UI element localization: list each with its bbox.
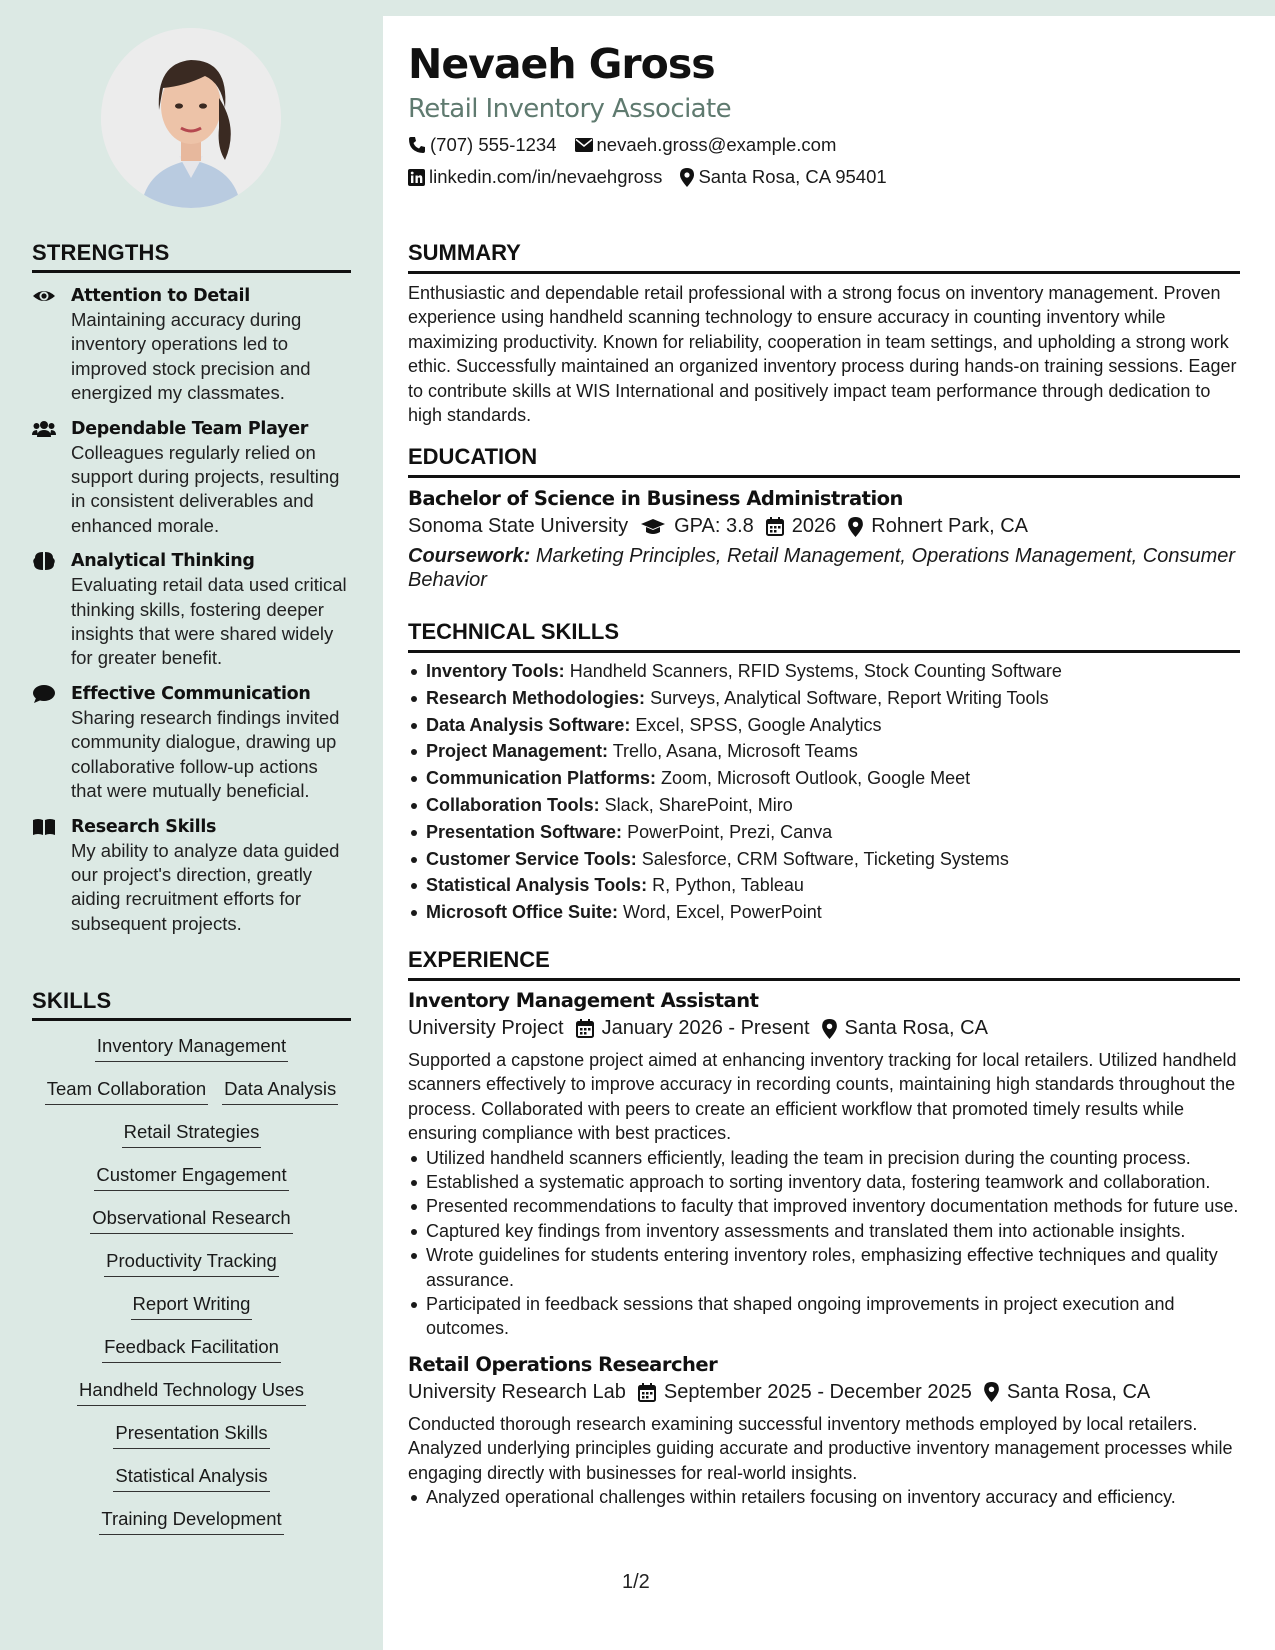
skill-tag: Training Development: [99, 1508, 283, 1535]
profile-photo: [101, 28, 281, 208]
tech-skill-value: Excel, SPSS, Google Analytics: [635, 714, 882, 735]
gpa-text: GPA: 3.8: [674, 515, 754, 537]
contact-email: [575, 134, 837, 156]
technical-skills-heading: TECHNICAL SKILLS: [408, 619, 1240, 653]
skills-list: [32, 1035, 351, 1551]
job-bullet: Wrote guidelines for students entering inventory roles, emphasizing effective techniques and quality assurance.: [408, 1243, 1240, 1292]
job-meta: [408, 1381, 1240, 1404]
tech-skill-item: [408, 792, 1240, 819]
page-number: 1/2: [622, 1571, 650, 1593]
skill-tag: Report Writing: [131, 1293, 253, 1320]
contact-linkedin: [408, 166, 662, 188]
map-pin-icon: [680, 168, 694, 187]
location-text: Santa Rosa, CA 95401: [698, 166, 887, 187]
tech-skill-label: Statistical Analysis Tools:: [426, 875, 648, 896]
tech-skill-item: [408, 846, 1240, 873]
tech-skill-value: Trello, Asana, Microsoft Teams: [612, 741, 858, 762]
summary-text: Enthusiastic and dependable retail professional with a strong focus on inventory management. Proven experience using handheld scanning technology to ensure accuracy in counting inventory while maximizing productivity. Known for reliability, cooperation in team settings, and upholding a strong work ethic. Successfully maintained an organized inventory process during hands-on training sessions. Eager to contribute skills at WIS International and positively impact team performance through dedication to high standards.: [408, 283, 1237, 426]
book-icon: [32, 817, 56, 837]
strength-desc: Sharing research findings invited community dialogue, drawing up collaborative follow-up actions that were mutually beneficial.: [71, 706, 340, 802]
school-name: Sonoma State University: [408, 515, 629, 537]
tech-skill-value: Slack, SharePoint, Miro: [604, 794, 793, 815]
skill-tag: Team Collaboration: [45, 1078, 208, 1105]
map-pin-icon: [984, 1382, 999, 1402]
coursework-label: Coursework:: [408, 545, 531, 567]
job-org: University Research Lab: [408, 1380, 626, 1403]
strength-title: Dependable Team Player: [71, 418, 309, 439]
skill-tag: Statistical Analysis: [113, 1465, 269, 1492]
strength-desc: Maintaining accuracy during inventory operations led to improved stock precision and energized my classmates.: [71, 309, 311, 404]
strengths-heading: STRENGTHS: [32, 240, 351, 273]
calendar-icon: [766, 517, 784, 536]
users-icon: [32, 419, 56, 439]
job-dates: September 2025 - December 2025: [663, 1380, 972, 1403]
tech-skill-label: Microsoft Office Suite:: [426, 902, 619, 923]
technical-skills-section: [408, 619, 1240, 926]
strengths-section: [32, 240, 351, 936]
phone-icon: [408, 136, 426, 154]
contact-row: [408, 134, 854, 156]
avatar: [101, 28, 281, 208]
education-heading: EDUCATION: [408, 444, 1240, 478]
contact-phone: [408, 134, 557, 156]
graduation-cap-icon: [640, 518, 666, 536]
tech-skill-value: Handheld Scanners, RFID Systems, Stock Counting Software: [569, 661, 1062, 681]
tech-skill-label: Research Methodologies:: [426, 687, 646, 708]
summary-heading: SUMMARY: [408, 240, 1240, 274]
coursework-list: Marketing Principles, Retail Management, Operations Management, Consumer Behavior: [408, 545, 1236, 591]
job-title: Inventory Management Assistant: [408, 989, 759, 1012]
phone-text: (707) 555-1234: [430, 134, 557, 155]
brain-icon: [32, 551, 56, 571]
skill-tag: Inventory Management: [95, 1035, 288, 1062]
strength-title: Attention to Detail: [71, 286, 250, 306]
linkedin-link[interactable]: linkedin.com/in/nevaehgross: [429, 166, 663, 187]
tech-skill-item: [408, 738, 1240, 765]
tech-skill-item: [408, 765, 1240, 792]
tech-skill-value: R, Python, Tableau: [652, 875, 804, 896]
tech-skill-item: [408, 685, 1240, 712]
tech-skill-label: Customer Service Tools:: [426, 848, 637, 869]
eye-icon: [32, 286, 56, 306]
job-bullets: [408, 1485, 1240, 1509]
tech-skill-label: Data Analysis Software:: [426, 714, 631, 735]
tech-skill-item: [408, 819, 1240, 846]
tech-skill-value: Salesforce, CRM Software, Ticketing Systems: [641, 848, 1009, 869]
job-title: Retail Inventory Associate: [408, 94, 732, 124]
strength-item: [32, 682, 351, 804]
strength-title: Effective Communication: [71, 683, 311, 704]
strength-item: [32, 417, 351, 539]
strength-desc: Colleagues regularly relied on support during projects, resulting in consistent deliverables and enhanced morale.: [71, 441, 340, 536]
experience-section: [408, 947, 1240, 1510]
strength-item: [32, 284, 351, 406]
skills-heading: SKILLS: [32, 988, 351, 1021]
job-description: Conducted thorough research examining successful inventory methods employed by local retailers. Analyzed underlying principles guiding accurate and productive inventory management processes while engaging directly with businesses for real-world insights.: [408, 1413, 1233, 1483]
strength-item: [32, 549, 351, 671]
tech-skill-value: Zoom, Microsoft Outlook, Google Meet: [661, 768, 971, 789]
job-bullet: Established a systematic approach to sorting inventory data, fostering teamwork and collaboration.: [408, 1170, 1240, 1194]
tech-skill-item: [408, 658, 1240, 685]
tech-skill-value: Surveys, Analytical Software, Report Writing Tools: [650, 687, 1049, 708]
coursework: [408, 544, 1240, 592]
job-bullet: Utilized handheld scanners efficiently, leading the team in precision during the counting process.: [408, 1146, 1240, 1170]
calendar-icon: [576, 1019, 594, 1038]
skill-tag: Presentation Skills: [113, 1422, 269, 1449]
linkedin-icon: [408, 169, 425, 186]
job-bullet: Participated in feedback sessions that shaped ongoing improvements in project execution and outcomes.: [408, 1292, 1240, 1341]
skill-tag: Customer Engagement: [94, 1164, 288, 1191]
calendar-icon: [638, 1383, 656, 1402]
skill-tag: Handheld Technology Uses: [77, 1379, 306, 1406]
strength-title: Research Skills: [71, 816, 217, 837]
degree-title: Bachelor of Science in Business Administration: [408, 487, 903, 510]
strength-title: Analytical Thinking: [71, 551, 255, 572]
job-entry: [408, 989, 1240, 1341]
job-entry: [408, 1353, 1240, 1510]
tech-skill-label: Presentation Software:: [426, 821, 623, 842]
job-org: University Project: [408, 1017, 564, 1039]
education-meta: [408, 515, 1240, 538]
contact-row-2: [408, 166, 905, 188]
job-title: Retail Operations Researcher: [408, 1352, 718, 1376]
job-dates: January 2026 - Present: [601, 1017, 810, 1039]
graduation-year: 2026: [791, 515, 837, 537]
tech-skill-item: [408, 899, 1240, 926]
job-meta: [408, 1017, 1240, 1040]
map-pin-icon: [848, 517, 863, 537]
tech-skill-label: Inventory Tools:: [426, 661, 565, 681]
email-link[interactable]: nevaeh.gross@example.com: [596, 134, 837, 155]
skill-tag: Productivity Tracking: [104, 1250, 279, 1277]
skill-tag: Feedback Facilitation: [102, 1336, 281, 1363]
school-location: Rohnert Park, CA: [871, 515, 1029, 537]
envelope-icon: [575, 138, 593, 152]
experience-heading: EXPERIENCE: [408, 947, 1240, 981]
job-bullet: Analyzed operational challenges within retailers focusing on inventory accuracy and efficiency.: [408, 1485, 1240, 1509]
strength-desc: My ability to analyze data guided our project's direction, greatly aiding recruitment efforts for subsequent projects.: [71, 839, 340, 934]
tech-skill-item: [408, 712, 1240, 739]
map-pin-icon: [822, 1019, 837, 1039]
job-location: Santa Rosa, CA: [1006, 1380, 1151, 1403]
candidate-name: Nevaeh Gross: [408, 40, 715, 88]
tech-skill-label: Communication Platforms:: [426, 768, 657, 789]
tech-skill-item: [408, 872, 1240, 899]
tech-skill-value: PowerPoint, Prezi, Canva: [627, 821, 833, 842]
summary-section: [408, 240, 1240, 427]
skill-tag: Data Analysis: [222, 1078, 338, 1105]
skills-section: [32, 988, 351, 1551]
job-description: Supported a capstone project aimed at enhancing inventory tracking for local retailers. Utilized handheld scanners effectively to improve accuracy in recording counts, maintaining high standards throughout the process. Collaborated with peers to create an efficient workflow that promoted timely results while ensuring compliance with best practices.: [408, 1050, 1237, 1144]
job-location: Santa Rosa, CA: [844, 1017, 988, 1039]
tech-skill-label: Project Management:: [426, 741, 609, 762]
tech-skill-value: Word, Excel, PowerPoint: [623, 902, 822, 923]
education-section: [408, 444, 1240, 592]
strength-desc: Evaluating retail data used critical thinking skills, fostering deeper insights that were shared widely for greater benefit.: [71, 574, 347, 669]
job-bullet: Presented recommendations to faculty that improved inventory documentation methods for future use.: [408, 1194, 1240, 1218]
contact-location: [680, 166, 886, 188]
speech-bubble-icon: [32, 684, 56, 704]
skill-tag: Retail Strategies: [122, 1121, 262, 1148]
skill-tag: Observational Research: [90, 1207, 292, 1234]
tech-skill-label: Collaboration Tools:: [426, 794, 600, 815]
strength-item: [32, 815, 351, 937]
technical-skills-list: [408, 658, 1240, 926]
job-bullets: [408, 1146, 1240, 1341]
job-bullet: Captured key findings from inventory assessments and translated them into actionable insights.: [408, 1219, 1240, 1243]
